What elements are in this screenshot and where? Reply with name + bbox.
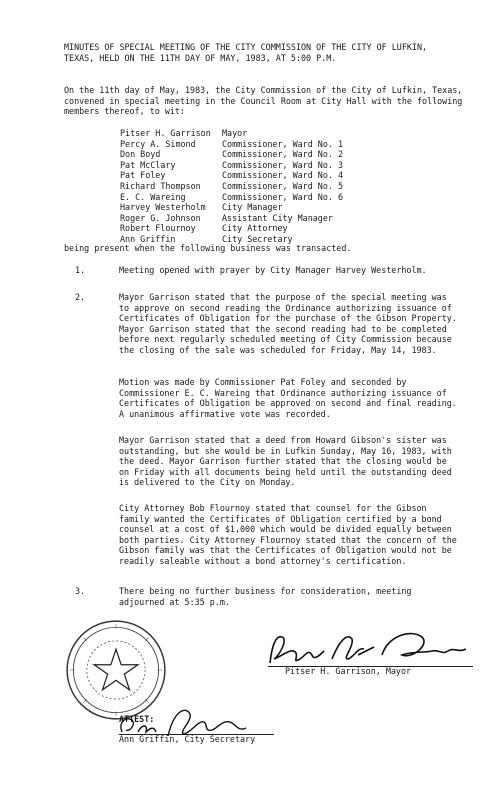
member-name: Don Boyd bbox=[120, 149, 161, 160]
member-name: Pat McClary bbox=[120, 159, 176, 170]
secretary-name: Ann Griffin, City Secretary bbox=[119, 734, 256, 744]
member-name: Roger G. Johnson bbox=[120, 212, 201, 223]
member-title: Commissioner, Ward No. 6 bbox=[222, 191, 344, 202]
member-row bbox=[120, 181, 420, 192]
member-title: Commissioner, Ward No. 2 bbox=[222, 149, 344, 160]
member-name: Robert Flournoy bbox=[120, 223, 196, 234]
member-title: Mayor bbox=[222, 128, 248, 138]
member-title: City Attorney bbox=[222, 223, 288, 234]
member-roster bbox=[120, 128, 420, 245]
intro-paragraph: On the 11th day of May, 1983, the City Commission of the City of Lufkin, Texas, convened in special meeting in the Council Room at City Hall with the following members thereof, to wit: bbox=[64, 85, 463, 117]
member-name: E. C. Wareing bbox=[120, 191, 186, 202]
member-title: Commissioner, Ward No. 3 bbox=[222, 159, 344, 170]
member-title: City Secretary bbox=[222, 233, 293, 244]
item-2-paragraph-3: Mayor Garrison stated that a deed from Howard Gibson's sister was outstanding, but she would be in Lufkin Sunday, May 16, 1983, with the deed. Mayor Garrison further stated that the closing would be on Friday with all documents being held until the outstanding deed is delivered to the City on Monday. bbox=[119, 435, 452, 488]
member-title: Assistant City Manager bbox=[222, 212, 333, 223]
member-title: Commissioner, Ward No. 5 bbox=[222, 180, 344, 191]
item-3-paragraph: There being no further business for consideration, meeting adjourned at 5:35 p.m. bbox=[119, 586, 412, 607]
member-row bbox=[120, 170, 420, 181]
item-number: 3. bbox=[75, 586, 86, 596]
member-row bbox=[120, 202, 420, 213]
member-name: Richard Thompson bbox=[120, 180, 201, 191]
mayor-name: Pitser H. Garrison, Mayor bbox=[285, 666, 412, 676]
member-name: Ann Griffin bbox=[120, 233, 176, 244]
member-row bbox=[120, 192, 420, 203]
item-2-paragraph-2: Motion was made by Commissioner Pat Foley and seconded by Commissioner E. C. Wareing that Ordinance authorizing issuance of Certificates of Obligation be approved on second and final reading. A unanimous affirmative vote was recorded. bbox=[119, 377, 457, 419]
attest-label: ATTEST: bbox=[119, 714, 155, 724]
member-name: Harvey Westerholm bbox=[120, 202, 206, 213]
member-row bbox=[120, 213, 420, 224]
member-row bbox=[120, 160, 420, 171]
member-row bbox=[120, 139, 420, 150]
member-name: Pitser H. Garrison bbox=[120, 128, 211, 138]
member-title: Commissioner, Ward No. 1 bbox=[222, 138, 344, 149]
member-title: Commissioner, Ward No. 4 bbox=[222, 170, 344, 181]
member-name: Percy A. Simond bbox=[120, 138, 196, 149]
item-2-paragraph-1: Mayor Garrison stated that the purpose of the special meeting was to approve on second reading the Ordinance authorizing issuance of Certificates of Obligation for the purchase of the Gibson Property. Mayor Garrison stated that the second reading had to be completed before next regularly scheduled meeting of City Commission because the closing of the sale was scheduled for Friday, May 14, 1983. bbox=[119, 292, 457, 355]
member-row bbox=[120, 223, 420, 234]
member-row bbox=[120, 128, 420, 139]
item-1-paragraph: Meeting opened with prayer by City Manager Harvey Westerholm. bbox=[119, 265, 427, 275]
member-name: Pat Foley bbox=[120, 170, 166, 181]
present-statement: being present when the following business was transacted. bbox=[64, 243, 352, 253]
member-row bbox=[120, 149, 420, 160]
member-title: City Manager bbox=[222, 202, 283, 213]
item-number: 2. bbox=[75, 292, 86, 302]
item-number: 1. bbox=[75, 265, 86, 275]
item-2-paragraph-4: City Attorney Bob Flournoy stated that counsel for the Gibson family wanted the Certificates of Obligation certified by a bond counsel at a cost of $1,000 which would be divided equally between both parties. City Attorney Flournoy stated that the concern of the Gibson family was that the Certificates of Obligation would not be readily saleable without a bond attorney's certification. bbox=[119, 503, 457, 566]
minutes-heading: MINUTES OF SPECIAL MEETING OF THE CITY COMMISSION OF THE CITY OF LUFKIN, TEXAS, HELD ON THE 11TH DAY OF MAY, 1983, AT 5:00 P.M. bbox=[64, 42, 428, 63]
